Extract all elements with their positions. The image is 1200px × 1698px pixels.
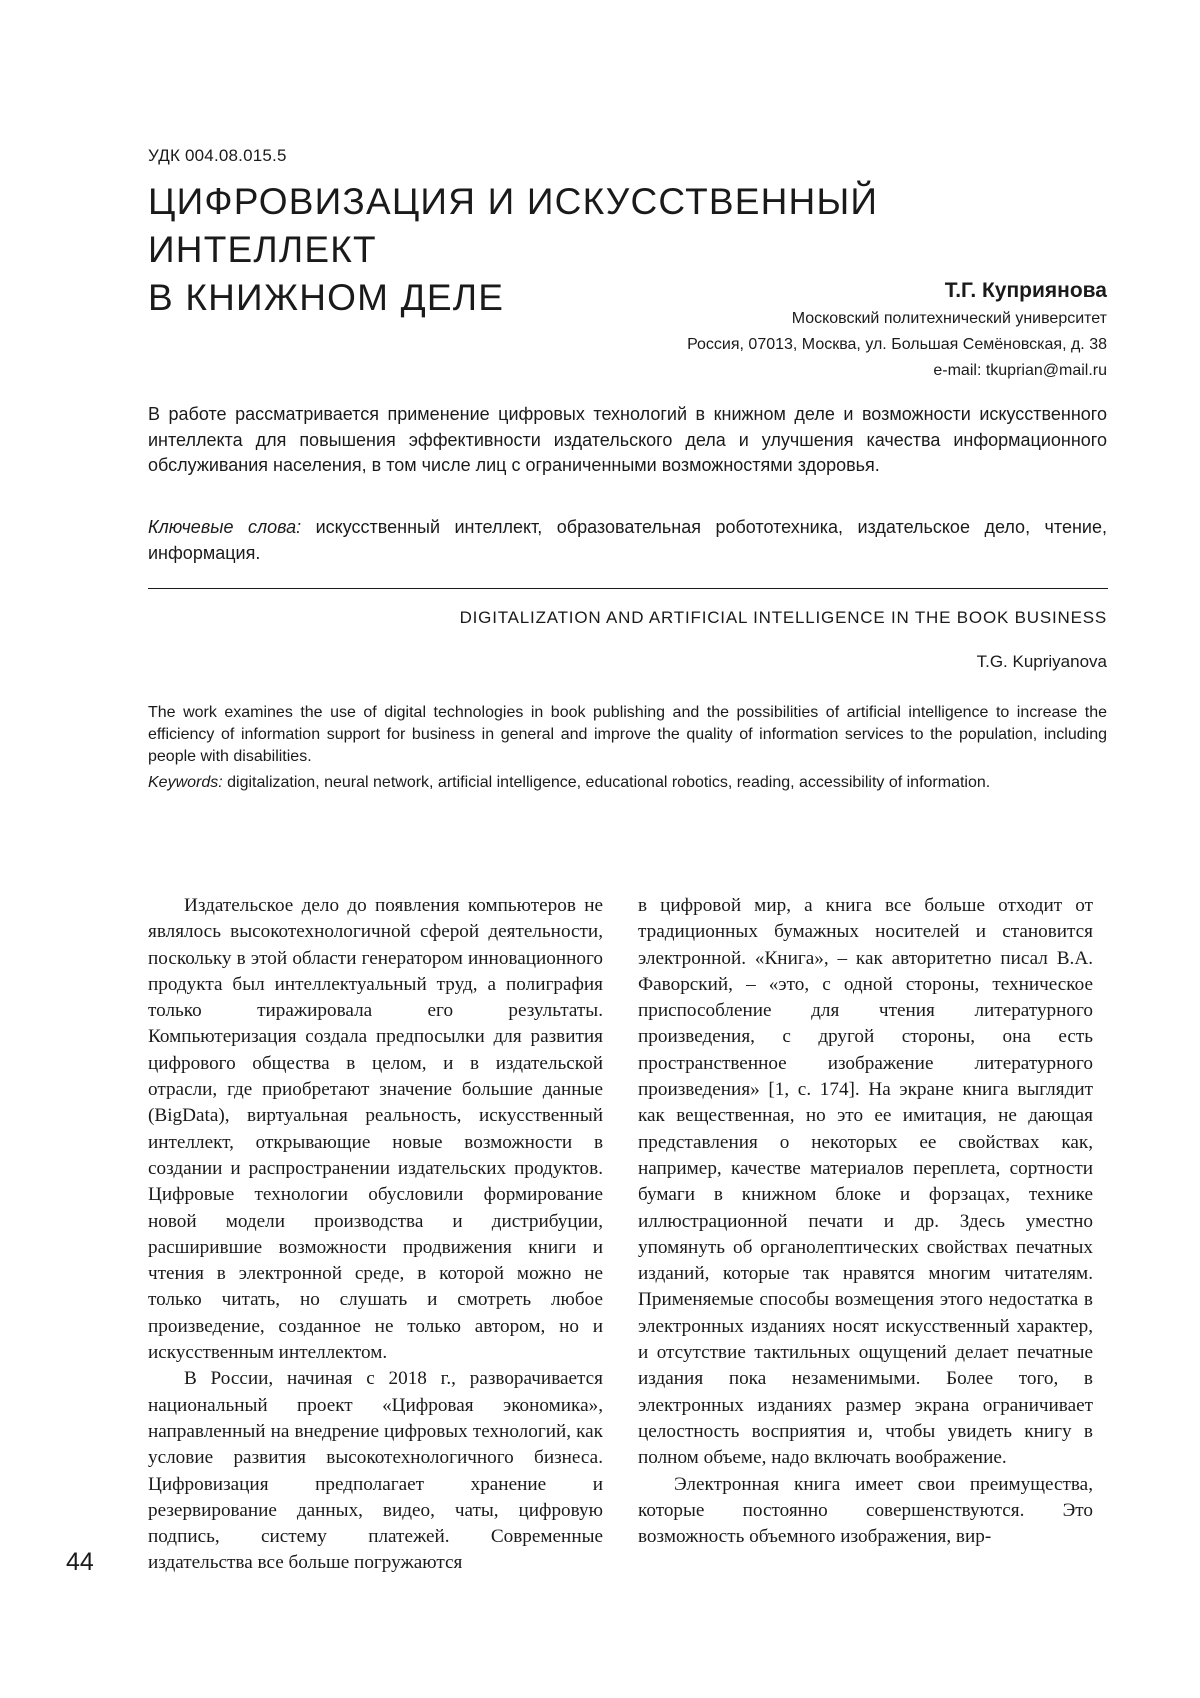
author-block (687, 276, 1107, 384)
keywords-ru-label: Ключевые слова: (148, 517, 302, 537)
article-title-line-2: В КНИЖНОМ ДЕЛЕ (148, 277, 505, 318)
keywords-en (148, 772, 1107, 794)
abstract-en: The work examines the use of digital technologies in book publishing and the possibilities of artificial intelligence to increase the efficiency of information support for business in general and improve the quality of information services to the population, including people with disabilities. (148, 704, 1107, 765)
author-name: Т.Г. Куприянова (944, 279, 1107, 302)
body-paragraph: В России, начиная с 2018 г., разворачивается национальный проект «Цифровая экономика», направленный на внедрение цифровых технологий, как условие развития высокотехнологичного бизнеса. Цифровизация предполагает хранение и резервирование данных, видео, чаты, цифровую подпись, систему платежей. Современные издательства все больше погружаются (148, 1368, 603, 1574)
author-affiliation: Московский политехнический университет (791, 310, 1107, 327)
keywords-en-label: Keywords: (148, 774, 223, 791)
body-paragraph: Электронная книга имеет свои преимущества, которые постоянно совершенствуются. Это возможность объемного изображения, вир- (638, 1473, 1093, 1548)
udc-code: УДК 004.08.015.5 (148, 146, 287, 165)
body-column-right (638, 893, 1093, 1550)
english-author: T.G. Kupriyanova (976, 652, 1107, 671)
keywords-en-list: digitalization, neural network, artificial intelligence, educational robotics, reading, accessibility of information. (222, 774, 991, 791)
section-divider (148, 588, 1108, 589)
page-number: 44 (66, 1548, 94, 1576)
english-title: DIGITALIZATION AND ARTIFICIAL INTELLIGENCE IN THE BOOK BUSINESS (459, 608, 1107, 627)
abstract-ru: В работе рассматривается применение цифровых технологий в книжном деле и возможности искусственного интеллекта для повышения эффективности издательского дела и улучшения качества информационного обслуживания населения, в том числе лиц с ограниченными возможностями здоровья. (148, 404, 1107, 475)
author-address: Россия, 07013, Москва, ул. Большая Семёновская, д. 38 (687, 336, 1107, 353)
body-paragraph: в цифровой мир, а книга все больше отходит от традиционных бумажных носителей и становится электронной. «Книга», – как авторитетно писал В.А. Фаворский, – «это, с одной стороны, техническое приспособление для чтения литературного произведения, с другой стороны, она есть пространственное изображение литературного произведения» [1, с. 174]. На экране книга выглядит как вещественная, но это ее имитация, не дающая представления о некоторых ее свойствах как, например, качестве материалов переплета, сортности бумаги в книжном блоке и форзацах, технике иллюстрационной печати и др. Здесь уместно упомянуть об органолептических свойствах печатных изданий, которые так нравятся многим читателям. Применяемые способы возмещения этого недостатка в электронных изданиях носят искусственный характер, и отсутствие тактильных ощущений делает печатные издания пока незаменимыми. Более того, в электронных изданиях размер экрана ограничивает целостность восприятия и, чтобы увидеть книгу в полном объеме, надо включать воображение. (638, 895, 1093, 1469)
author-email: e-mail: tkuprian@mail.ru (933, 362, 1107, 379)
keywords-ru-list: искусственный интеллект, образовательная робототехника, издательское дело, чтение, информация. (148, 517, 1107, 563)
body-paragraph: Издательское дело до появления компьютеров не являлось высокотехнологичной сферой деятельности, поскольку в этой области генератором инновационного продукта был интеллектуальный труд, а полиграфия только тиражировала его результаты. Компьютеризация создала предпосылки для развития цифрового общества в целом, и в издательской отрасли, где приобретают значение большие данные (BigData), виртуальная реальность, искусственный интеллект, открывающие новые возможности в создании и распространении издательских продуктов. Цифровые технологии обусловили формирование новой модели производства и дистрибуции, расширившие возможности продвижения книги и чтения в электронной среде, в которой можно не только читать, но слушать и смотреть любое произведение, созданное не только автором, но и искусственным интеллектом. (148, 895, 603, 1364)
article-title-line-1: ЦИФРОВИЗАЦИЯ И ИСКУССТВЕННЫЙ ИНТЕЛЛЕКТ (148, 181, 879, 270)
keywords-ru (148, 515, 1107, 566)
body-column-left (148, 893, 603, 1577)
